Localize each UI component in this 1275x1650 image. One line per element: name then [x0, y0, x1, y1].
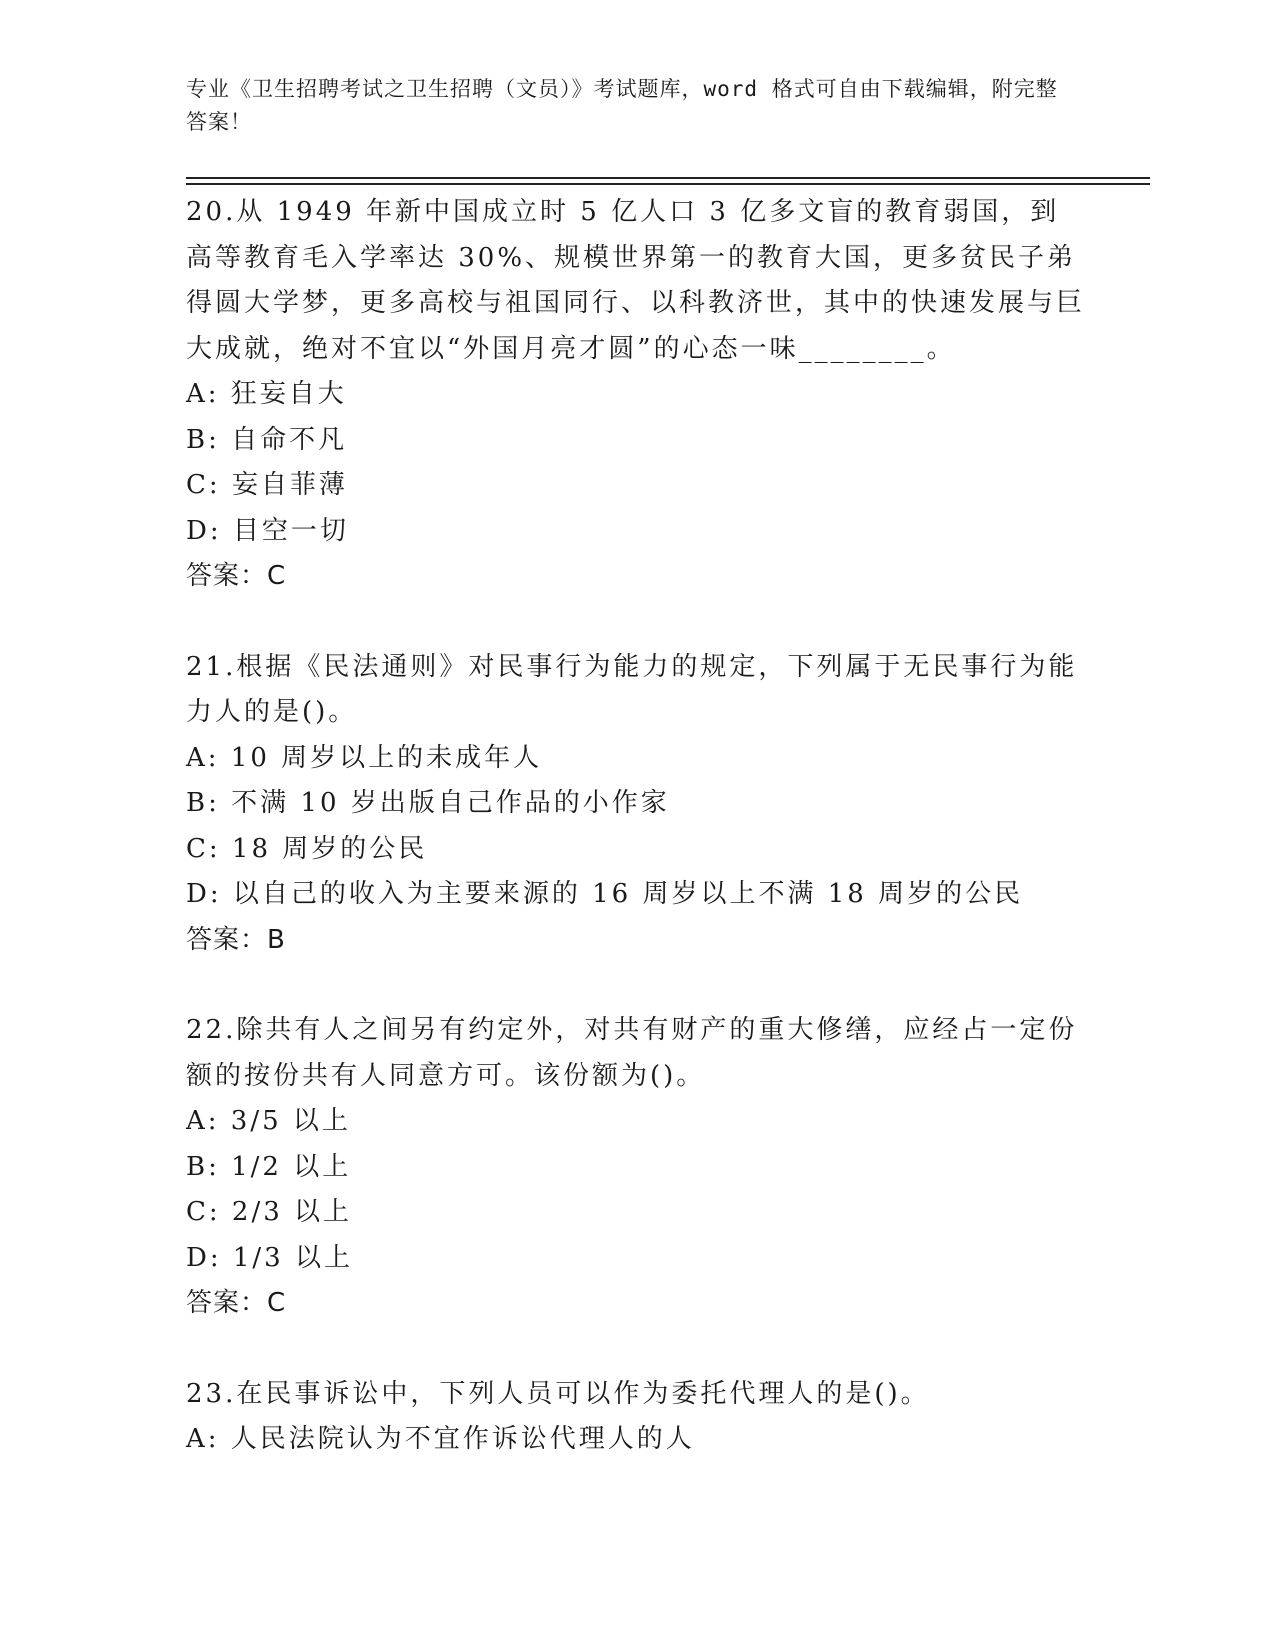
- option-a: A: 狂妄自大: [186, 379, 347, 409]
- question-stem: 23.在民事诉讼中，下列人员可以作为委托代理人的是()。: [186, 1378, 930, 1409]
- option-b: B: 自命不凡: [186, 424, 348, 455]
- option-a: A: 人民法院认为不宜作诉讼代理人的人: [186, 1424, 695, 1454]
- option-b: B: 1/2 以上: [186, 1151, 352, 1182]
- question-21: [186, 645, 1086, 964]
- question-list: [186, 190, 1086, 1508]
- option-c: C: 2/3 以上: [186, 1197, 353, 1227]
- option-a: A: 10 周岁以上的未成年人: [186, 742, 543, 773]
- header-divider-bottom: [186, 183, 1150, 185]
- question-20: [186, 190, 1086, 600]
- header-divider-top: [186, 177, 1150, 179]
- question-stem: 22.除共有人之间另有约定外，对共有财产的重大修缮，应经占一定份额的按份共有人同意方可。该份额为()。: [186, 1015, 1078, 1091]
- answer-line: 答案：C: [186, 1288, 287, 1318]
- question-23: [186, 1372, 1086, 1463]
- option-a: A: 3/5 以上: [186, 1106, 351, 1136]
- option-d: D: 1/3 以上: [186, 1242, 353, 1273]
- answer-line: 答案：B: [186, 924, 286, 955]
- option-c: C: 18 周岁的公民: [186, 833, 428, 864]
- option-b: B: 不满 10 岁出版自己作品的小作家: [186, 788, 670, 818]
- option-d: D: 以自己的收入为主要来源的 16 周岁以上不满 18 周岁的公民: [186, 879, 1024, 909]
- option-c: C: 妄自菲薄: [186, 470, 348, 500]
- question-22: [186, 1008, 1086, 1327]
- answer-line: 答案：C: [186, 561, 287, 591]
- question-stem: 21.根据《民法通则》对民事行为能力的规定，下列属于无民事行为能力人的是()。: [186, 651, 1078, 727]
- option-d: D: 目空一切: [186, 515, 349, 546]
- question-stem: 20.从 1949 年新中国成立时 5 亿人口 3 亿多文盲的教育弱国，到高等教育毛入学率达 30%、规模世界第一的教育大国，更多贫民子弟得圆大学梦，更多高校与祖国同行、以科教济世，其中的快速发展与巨大成就，绝对不宜以“外国月亮才圆”的心态一味________。: [186, 197, 1086, 364]
- document-header: 专业《卫生招聘考试之卫生招聘（文员）》考试题库，word 格式可自由下载编辑，附完整答案！: [186, 77, 1058, 134]
